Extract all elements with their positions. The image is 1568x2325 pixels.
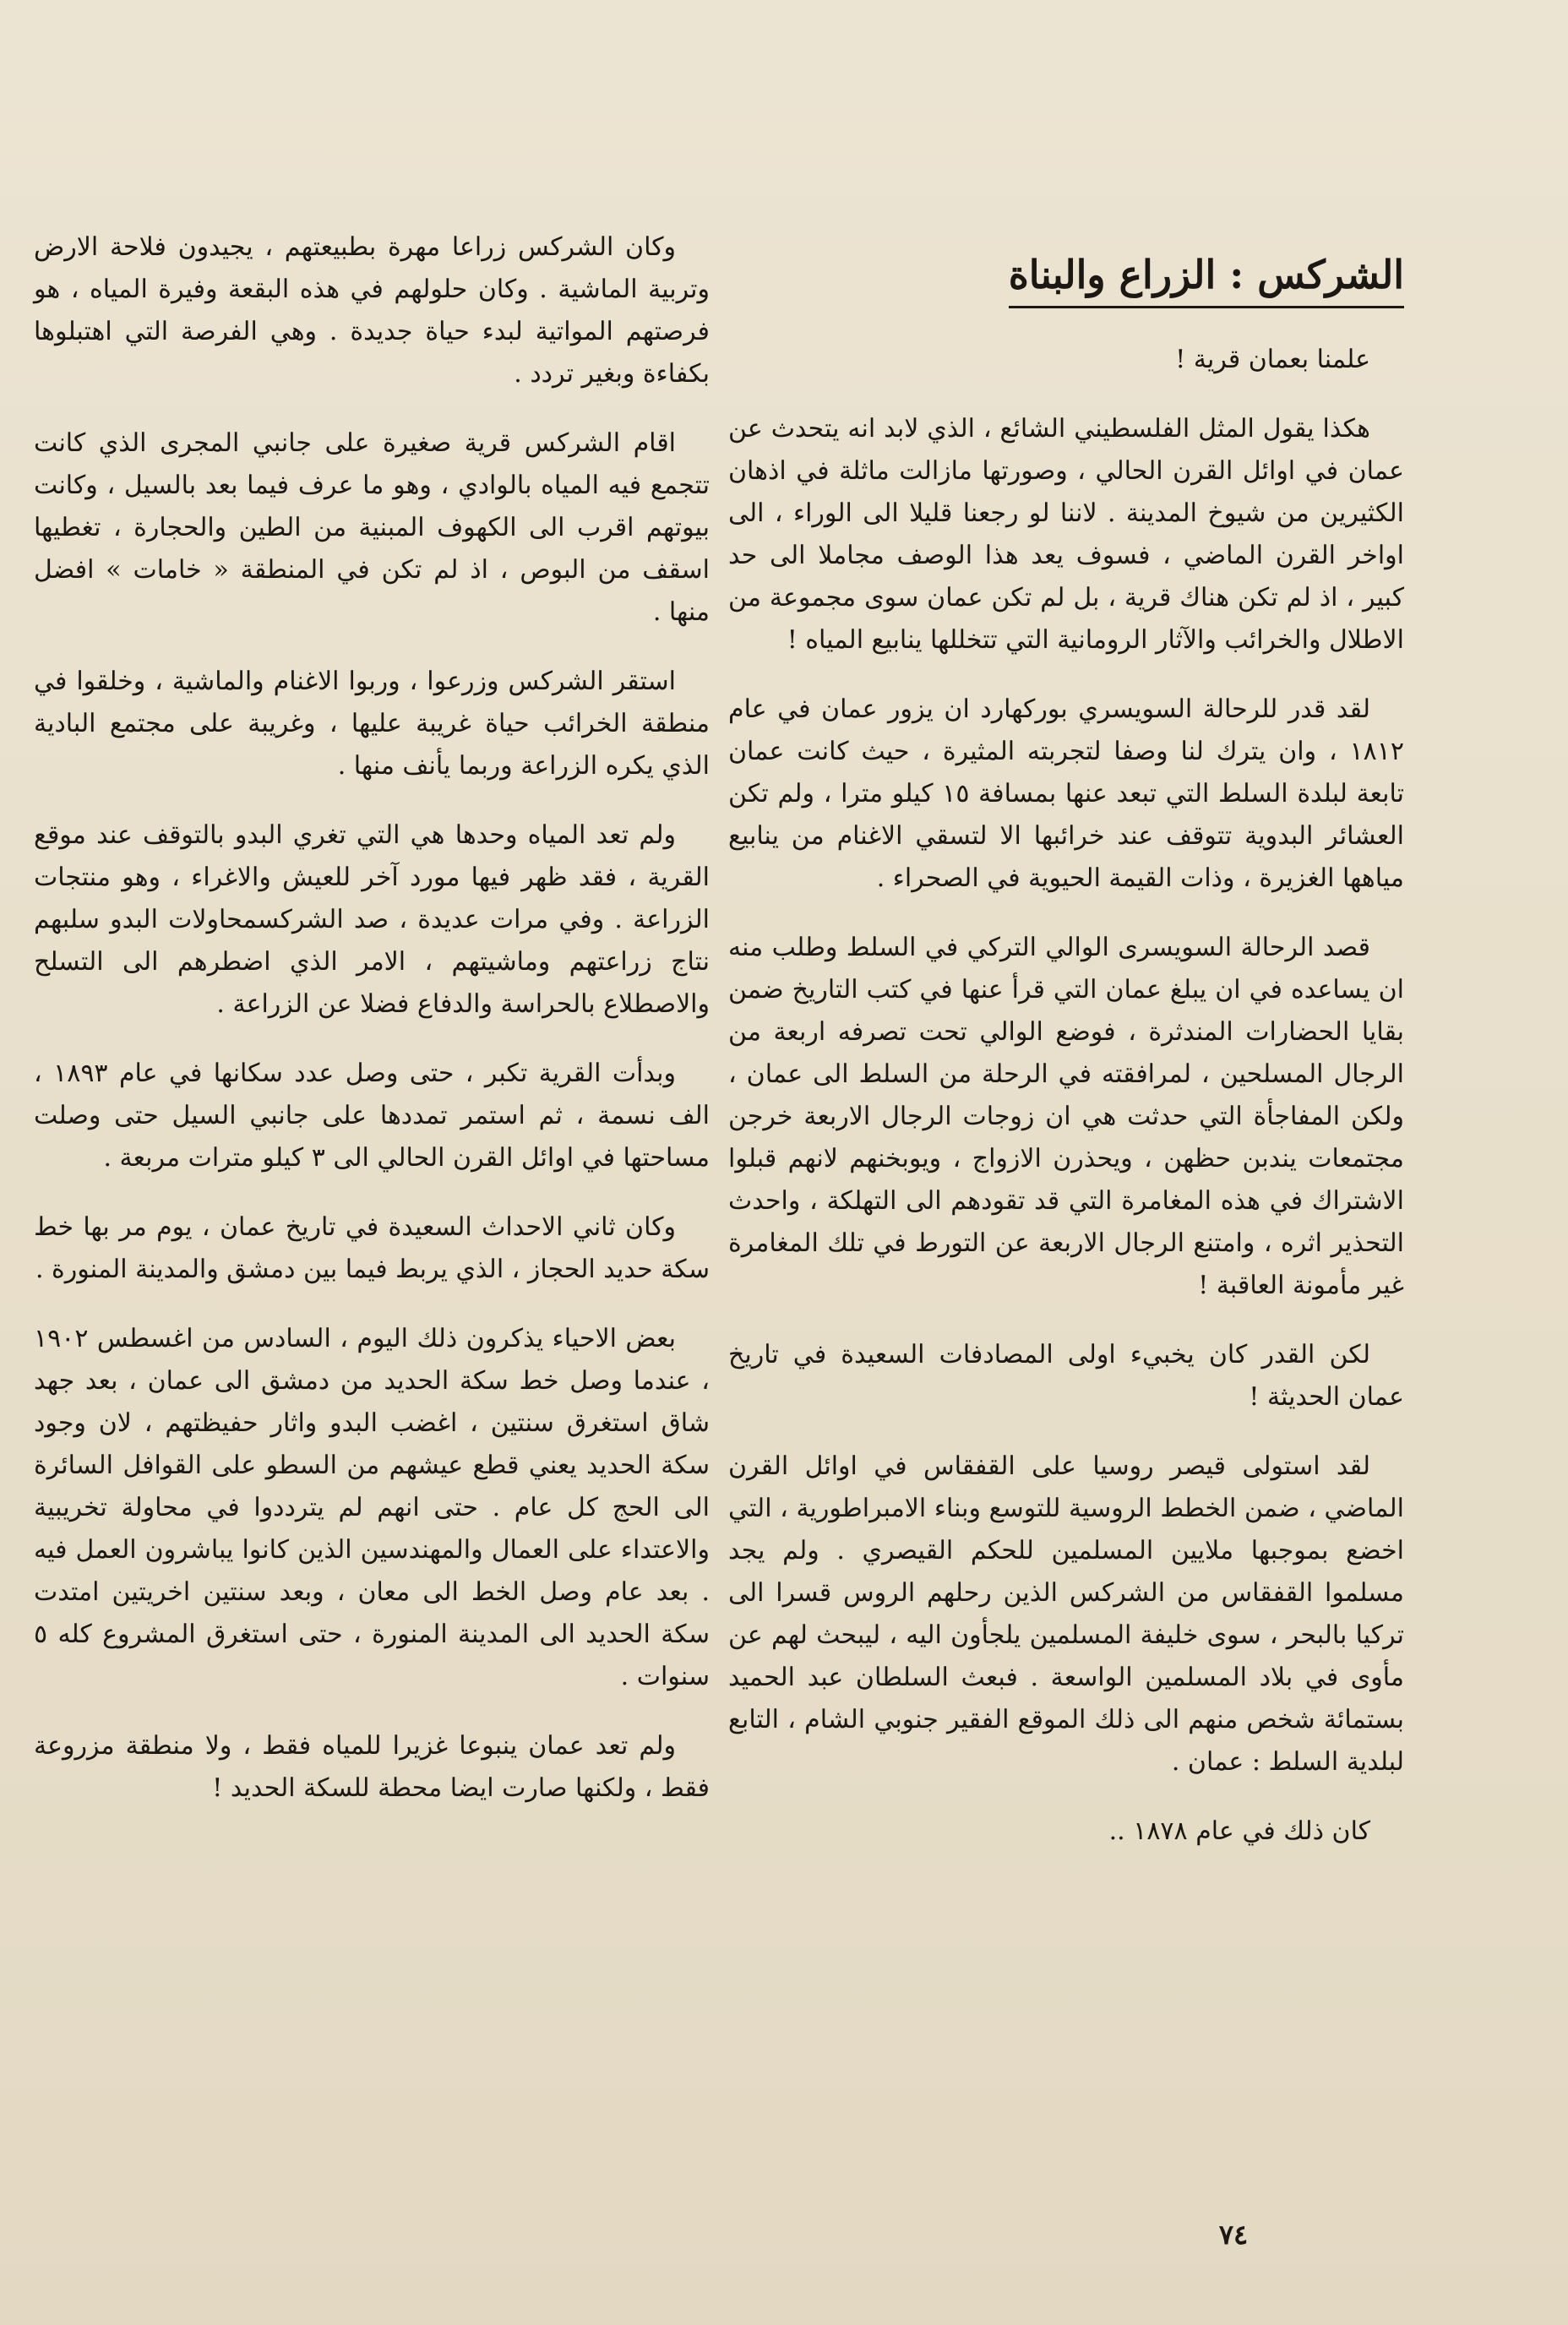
paragraph: وكان ثاني الاحداث السعيدة في تاريخ عمان ، يوم مر بها خط سكة حديد الحجاز ، الذي يربط فيما بين دمشق والمدينة المنورة .	[34, 1212, 710, 1284]
paragraph: هكذا يقول المثل الفلسطيني الشائع ، الذي لابد انه يتحدث عن عمان في اوائل القرن الحالي ، وصورتها مازالت ماثلة في اذهان الكثيرين من شيوخ المدينة . لاننا لو رجعنا قليلا الى الوراء ، الى اواخر القرن الماضي ، فسوف يعد هذا الوصف مجاملا الى حد كبير ، اذ لم تكن هناك قرية ، بل لم تكن عمان سوى مجموعة من الاطلال والخرائب والآثار الرومانية التي تتخللها ينابيع المياه !	[728, 414, 1404, 655]
article-title-text: الشركس : الزراع والبناة	[1009, 252, 1404, 308]
right-column	[728, 226, 1404, 1880]
paragraph: قصد الرحالة السويسرى الوالي التركي في السلط وطلب منه ان يساعده في ان يبلغ عمان التي قرأ عنها في كتب التاريخ ضمن بقايا الحضارات المندثرة ، فوضع الوالي تحت تصرفه اربعة من الرجال المسلحين ، لمرافقته في الرحلة من السلط الى عمان ، ولكن المفاجأة التي حدثت هي ان زوجات الرجال الاربعة خرجن مجتمعات يندبن حظهن ، ويحذرن الازواج ، ويوبخنهم لانهم قبلوا الاشتراك في هذه المغامرة التي قد تقودهم الى التهلكة ، واحدث التحذير اثره ، وامتنع الرجال الاربعة عن التورط في تلك المغامرة غير مأمونة العاقبة !	[728, 933, 1404, 1300]
paragraph: بعض الاحياء يذكرون ذلك اليوم ، السادس من اغسطس ١٩٠٢ ، عندما وصل خط سكة الحديد من دمشق الى عمان ، بعد جهد شاق استغرق سنتين ، اغضب البدو واثار حفيظتهم ، لان وجود سكة الحديد يعني قطع عيشهم من السطو على القوافل السائرة الى الحج كل عام . حتى انهم لم يترددوا في محاولة تخريبية والاعتداء على العمال والمهندسين الذين كانوا يباشرون العمل فيه . بعد عام وصل الخط الى معان ، وبعد سنتين اخريتين امتدت سكة الحديد الى المدينة المنورة ، حتى استغرق المشروع كله ٥ سنوات .	[34, 1324, 710, 1691]
paragraph: لقد استولى قيصر روسيا على القفقاس في اوائل القرن الماضي ، ضمن الخطط الروسية للتوسع وبناء الامبراطورية ، التي اخضع بموجبها ملايين المسلمين للحكم القيصري . ولم يجد مسلموا القفقاس من الشركس الذين رحلهم الروس قسرا الى تركيا بالبحر ، سوى خليفة المسلمين يلجأون اليه ، ليبحث لهم عن مأوى في بلاد المسلمين الواسعة . فبعث السلطان عبد الحميد بستمائة شخص منهم الى ذلك الموقع الفقير جنوبي الشام ، التابع لبلدية السلط : عمان .	[728, 1451, 1404, 1777]
paragraph: وبدأت القرية تكبر ، حتى وصل عدد سكانها في عام ١٨٩٣ ، الف نسمة ، ثم استمر تمددها على جانبي السيل حتى وصلت مساحتها في اوائل القرن الحالي الى ٣ كيلو مترات مربعة .	[34, 1059, 710, 1173]
paragraph: اقام الشركس قرية صغيرة على جانبي المجرى الذي كانت تتجمع فيه المياه بالوادي ، وهو ما عرف فيما بعد بالسيل ، وكانت بيوتهم اقرب الى الكهوف المبنية من الطين والحجارة ، تغطيها اسقف من البوص ، اذ لم تكن في المنطقة « خامات » افضل منها .	[34, 428, 710, 627]
paragraph: ولم تعد المياه وحدها هي التي تغري البدو بالتوقف عند موقع القرية ، فقد ظهر فيها مورد آخر للعيش والاغراء ، وهو منتجات الزراعة . وفي مرات عديدة ، صد الشركسمحاولات البدو سلبهم نتاج زراعتهم وماشيتهم ، الامر الذي اضطرهم الى التسلح والاصطلاع بالحراسة والدفاع فضلا عن الزراعة .	[34, 820, 710, 1019]
page-number: ٧٤	[1218, 2219, 1249, 2251]
article-title	[728, 252, 1404, 313]
paragraph: استقر الشركس وزرعوا ، وربوا الاغنام والماشية ، وخلقوا في منطقة الخرائب حياة غريبة عليها ، وغريبة على مجتمع البادية الذي يكره الزراعة وربما يأنف منها .	[34, 667, 710, 781]
paragraph: علمنا بعمان قرية !	[1175, 345, 1370, 374]
paragraph: لقد قدر للرحالة السويسري بوركهارد ان يزور عمان في عام ١٨١٢ ، وان يترك لنا وصفا لتجربته المثيرة ، حيث كانت عمان تابعة لبلدة السلط التي تبعد عنها بمسافة ١٥ كيلو مترا ، ولم تكن العشائر البدوية تتوقف عند خرائبها الا لتسقي الاغنام من ينابيع مياهها الغزيرة ، وذات القيمة الحيوية في الصحراء .	[728, 694, 1405, 893]
paragraph: وكان الشركس زراعا مهرة بطبيعتهم ، يجيدون فلاحة الارض وتربية الماشية . وكان حلولهم في هذه البقعة وفيرة المياه ، هو فرصتهم المواتية لبدء حياة جديدة . وهي الفرصة التي اهتبلوها بكفاءة وبغير تردد .	[34, 232, 710, 389]
paragraph: لكن القدر كان يخبيء اولى المصادفات السعيدة في تاريخ عمان الحديثة !	[728, 1340, 1404, 1412]
paragraph: ولم تعد عمان ينبوعا غزيرا للمياه فقط ، ولا منطقة مزروعة فقط ، ولكنها صارت ايضا محطة للسكة الحديد !	[34, 1731, 710, 1803]
left-column	[34, 226, 710, 1837]
paragraph: كان ذلك في عام ١٨٧٨ ..	[1108, 1816, 1370, 1846]
